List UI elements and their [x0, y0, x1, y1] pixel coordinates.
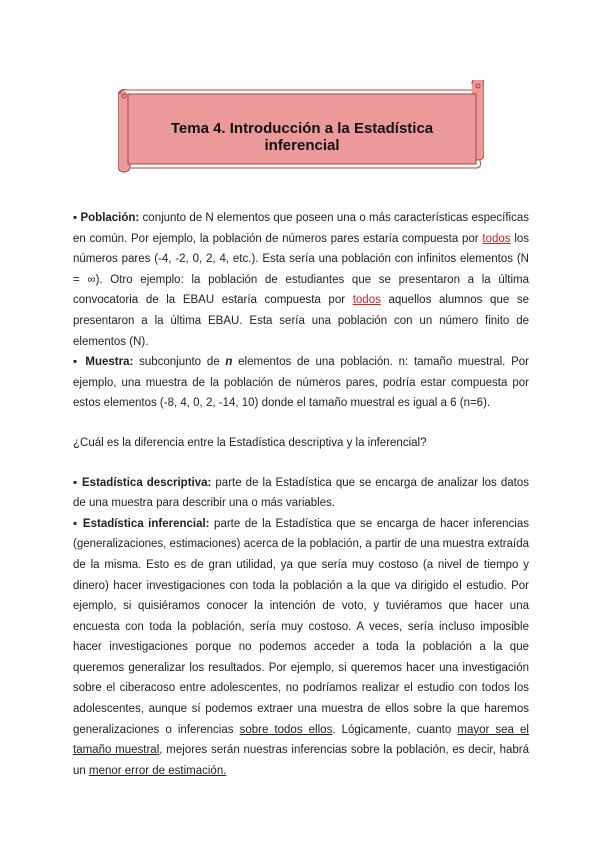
descriptiva-text: parte de la Estadística que se encarga de analizar los datos de una muestra para describir una o más variables.	[73, 476, 529, 510]
document-body	[73, 208, 529, 781]
poblacion-text-1: conjunto de N elementos que poseen una o más características específicas en común. Por ejemplo, la población de números pares estaría compuesta por	[73, 212, 529, 245]
inferencial-underline-2: mayor sea el tamaño muestral	[73, 723, 529, 757]
muestra-paragraph: ▪ Muestra: subconjunto de n elementos de una población. n: tamaño muestral. Por ejemplo, una muestra de la población de números pares, podría estar compuesta por estos elementos (-8, 4, 0, 2, -14, 10) donde el tamaño muestral es igual a 6 (n=6).	[73, 356, 529, 410]
muestra-text-2: elementos de una población. n: tamaño muestral. Por ejemplo, una muestra de la población de números pares, podría estar compuesta por estos elementos (-8, 4, 0, 2, -14, 10) donde el tamaño muestral es igual a 6 (n=6).	[73, 356, 529, 410]
poblacion-label: Población:	[80, 212, 140, 224]
inferencial-label: Estadística inferencial:	[82, 517, 210, 530]
muestra-label: Muestra:	[85, 356, 134, 369]
inferencial-underline-3: menor error de estimación.	[89, 764, 227, 777]
poblacion-text-2: los números pares (-4, -2, 0, 2, 4, etc.). Esta sería una población con infinitos elementos (N = ∞). Otro ejemplo: la población de estudiantes que se presentaron a la última convocatoria de la EBAU estaría compuesta por	[73, 232, 530, 307]
question-text: ¿Cuál es la diferencia entre la Estadística descriptiva y la inferencial?	[73, 436, 427, 449]
descriptiva-label: Estadística descriptiva:	[82, 476, 212, 489]
inferencial-paragraph: ▪ Estadística inferencial: parte de la Estadística que se encarga de hacer inferencias (generalizaciones, estimaciones) acerca de la población, a partir de una muestra extraída de la misma. Esto es de gran utilidad, ya que sería muy costoso (a nivel de tiempo y dinero) hacer investigaciones con toda la población a la que va dirigido el estudio. Por ejemplo, si quisiéramos conocer la intención de voto, y tuviéramos que hacer una encuesta con toda la población, sería muy costoso. A veces, sería incluso imposible hacer investigaciones porque no podemos acceder a toda la población a la que queremos generalizar los resultados. Por ejemplo, si queremos hacer una investigación sobre el ciberacoso entre adolescentes, no podríamos realizar el estudio con todos los adolescentes, aunque sí podemos extraer una muestra de ellos sobre la que haremos generalizaciones o inferencias sobre todos ellos. Lógicamente, cuanto mayor sea el tamaño muestral, mejores serán nuestras inferencias sobre la población, es decir, habrá un menor error de estimación.	[73, 517, 530, 777]
muestra-n: n	[225, 356, 233, 369]
poblacion-text-3: aquellos alumnos que se presentaron a la última EBAU. Esta sería una población con un número finito de elementos (N).	[73, 294, 530, 348]
page-title: Tema 4. Introducción a la Estadística inferencial	[170, 120, 434, 154]
todos-link-2[interactable]: todos	[352, 294, 381, 307]
muestra-text-1: subconjunto de	[139, 356, 220, 369]
poblacion-paragraph: ▪ Población: conjunto de N elementos que poseen una o más características específicas en común. Por ejemplo, la población de números pares estaría compuesta por todos los números pares (-4, -2, 0, 2, 4, etc.). Esta sería una población con infinitos elementos (N = ∞). Otro ejemplo: la población de estudiantes que se presentaron a la última convocatoria de la EBAU estaría compuesta por todos aquellos alumnos que se presentaron a la última EBAU. Esta sería una población con un número finito de elementos (N).	[73, 212, 530, 348]
inferencial-text-1: parte de la Estadística que se encarga de hacer inferencias (generalizaciones, estimaciones) acerca de la población, a partir de una muestra extraída de la misma. Esto es de gran utilidad, ya que sería muy costoso (a nivel de tiempo y dinero) hacer investigaciones con toda la población a la que va dirigido el estudio. Por ejemplo, si quisiéramos conocer la intención de voto, y tuviéramos que hacer una encuesta con toda la población, sería muy costoso. A veces, sería incluso imposible hacer investigaciones porque no podemos acceder a toda la población a la que queremos generalizar los resultados. Por ejemplo, si queremos hacer una investigación sobre el ciberacoso entre adolescentes, no podríamos realizar el estudio con todos los adolescentes, aunque sí podemos extraer una muestra de ellos sobre la que haremos generalizaciones o inferencias	[73, 517, 529, 736]
inferencial-text-3: , mejores serán nuestras inferencias sobre la población, es decir, habrá un	[73, 744, 530, 777]
descriptiva-paragraph: ▪ Estadística descriptiva: parte de la Estadística que se encarga de analizar los datos de una muestra para describir una o más variables.	[73, 476, 529, 510]
todos-link-1[interactable]: todos	[482, 232, 511, 245]
title-banner	[118, 80, 484, 176]
inferencial-text-2: . Lógicamente, cuanto	[332, 723, 452, 736]
inferencial-underline-1: sobre todos ellos	[239, 723, 333, 736]
